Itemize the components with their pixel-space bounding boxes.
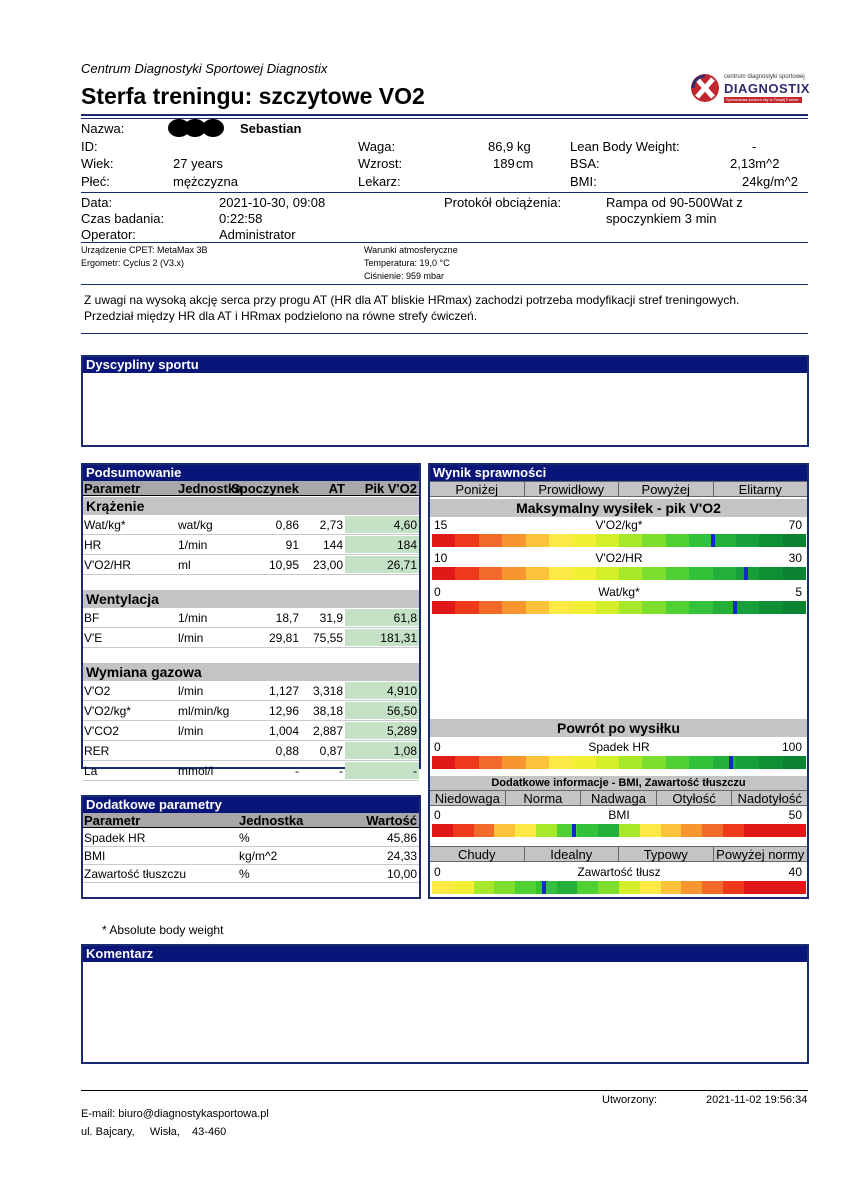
vo2kg-scale-min-label: 15: [434, 518, 448, 532]
cell-spoczynek: 12,96: [268, 704, 299, 718]
cell-parametr: BMI: [84, 849, 106, 863]
fat-scale-title-label: Zawartość tłusz: [577, 865, 661, 879]
cell-pik: 26,71: [386, 558, 417, 572]
divider: [81, 333, 808, 334]
table-row: [83, 865, 419, 883]
cell-parametr: La: [84, 764, 98, 778]
name-value: Sebastian: [240, 121, 302, 136]
cell-wartosc: 24,33: [386, 849, 417, 863]
atmosphere-title: Warunki atmosferyczne: [364, 245, 458, 255]
name-label: Nazwa:: [81, 121, 125, 136]
height-value: 189: [493, 156, 515, 171]
watkg-scale-min-label: 0: [434, 585, 441, 599]
disciplines-panel: [81, 355, 809, 447]
cell-parametr: RER: [84, 744, 110, 758]
col-jednostka: Jednostka: [178, 481, 243, 496]
duration-value: 0:22:58: [219, 211, 263, 226]
cell-pik: 1,08: [393, 744, 417, 758]
page-title: Sterfa treningu: szczytowe VO2: [81, 83, 425, 109]
comment-title: Komentarz: [83, 946, 807, 962]
cell-spoczynek: 10,95: [268, 558, 299, 572]
fat-scale-max-label: 40: [788, 865, 802, 879]
watkg-scale-title-label: Wat/kg*: [598, 585, 640, 599]
col-parametr: Parametr: [84, 813, 141, 828]
cell-jednostka: ml/min/kg: [178, 704, 230, 718]
col-pik: Pik V'O2: [364, 481, 417, 496]
table-row: [83, 515, 419, 535]
watkg-scale-color-bar: [432, 601, 806, 614]
category-label: Typowy: [619, 847, 714, 861]
summary-header-row: [83, 481, 419, 496]
logo-name: DIAGNOSTIX: [724, 81, 810, 96]
atmosphere-temperature: Temperatura: 19,0 °C: [364, 258, 450, 268]
fat-scale-color-bar: [432, 881, 806, 894]
bsa-label: BSA:: [570, 156, 600, 171]
duration-label: Czas badania:: [81, 211, 165, 226]
cell-parametr: V'O2/kg*: [84, 704, 131, 718]
cell-jednostka: 1/min: [178, 611, 208, 625]
cell-at: 2,73: [319, 518, 343, 532]
cell-at: 75,55: [312, 631, 343, 645]
logo-banner: Sprawdzasz poziom siły w Twojej Formie: [724, 97, 802, 103]
vo2hr-scale-color-bar: [432, 567, 806, 580]
fitness-categories: [430, 481, 807, 497]
footer-divider: [81, 1090, 808, 1091]
cell-at: 0,87: [319, 744, 343, 758]
cell-pik: 184: [396, 538, 417, 552]
note-line-2: Przedział między HR dla AT i HRmax podzielono na równe strefy ćwiczeń.: [84, 309, 478, 323]
cell-spoczynek: 0,86: [275, 518, 299, 532]
cell-spoczynek: 29,81: [268, 631, 299, 645]
vo2hr-scale-min-label: 10: [434, 551, 448, 565]
lbw-label: Lean Body Weight:: [570, 139, 680, 154]
col-at: AT: [328, 481, 345, 496]
cell-jednostka: l/min: [178, 684, 204, 698]
divider: [81, 192, 808, 193]
cell-pik: 61,8: [393, 611, 417, 625]
sex-value: mężczyzna: [173, 174, 239, 189]
redaction-mark: [168, 117, 238, 139]
logo: [690, 72, 810, 106]
section-header: Wymiana gazowa: [83, 663, 419, 681]
cell-spoczynek: 0,88: [275, 744, 299, 758]
cell-pik: 5,289: [386, 724, 417, 738]
cell-parametr: V'O2/HR: [84, 558, 131, 572]
comment-panel: [81, 944, 809, 1064]
table-row: [83, 701, 419, 721]
date-value: 2021-10-30, 09:08: [219, 195, 326, 210]
id-label: ID:: [81, 139, 98, 154]
operator-label: Operator:: [81, 227, 136, 242]
bmi-scale-marker: [572, 824, 576, 837]
cell-at: 23,00: [312, 558, 343, 572]
vo2kg-scale-title-label: V'O2/kg*: [595, 518, 643, 532]
category-label: Niedowaga: [430, 791, 506, 805]
cell-jednostka: wat/kg: [178, 518, 213, 532]
cell-jednostka: kg/m^2: [239, 849, 278, 863]
cell-jednostka: mmol/l: [178, 764, 214, 778]
recovery-title: Powrót po wysiłku: [430, 719, 807, 737]
cell-jednostka: ml: [178, 558, 191, 572]
fat-scale-min-label: 0: [434, 865, 441, 879]
bsa-value: 2,13m^2: [730, 156, 780, 171]
vo2hr-scale-marker: [744, 567, 748, 580]
created-label: Utworzony:: [602, 1094, 658, 1106]
category-label: Powyżej normy: [716, 847, 805, 862]
footnote: * Absolute body weight: [102, 923, 224, 937]
category-label: Idealny: [525, 847, 620, 861]
table-row: [83, 741, 419, 761]
cell-parametr: V'O2: [84, 684, 111, 698]
cell-parametr: Zawartość tłuszczu: [84, 867, 187, 881]
category-label: Nadwaga: [581, 791, 657, 805]
cell-at: 144: [322, 538, 343, 552]
bmi-scale-max-label: 50: [788, 808, 802, 822]
table-row: [83, 829, 419, 847]
cell-wartosc: 10,00: [386, 867, 417, 881]
fat-scale-marker: [542, 881, 546, 894]
age-value: 27 years: [173, 156, 223, 171]
table-row: [83, 761, 419, 781]
vo2kg-scale-color-bar: [432, 534, 806, 547]
recovery-scale-max-label: 100: [781, 740, 802, 754]
category-label: Otyłość: [657, 791, 733, 805]
cell-spoczynek: 1,127: [268, 684, 299, 698]
category-label: Powyżej: [619, 482, 714, 496]
category-label: Elitarny: [738, 482, 782, 497]
created-value: 2021-11-02 19:56:34: [706, 1094, 808, 1106]
logo-x-icon: [690, 72, 720, 104]
table-row: [83, 721, 419, 741]
peak-title: Maksymalny wysiłek - pik V'O2: [430, 499, 807, 517]
table-row: [83, 555, 419, 575]
date-label: Data:: [81, 195, 113, 210]
category-label: Chudy: [430, 847, 525, 861]
ergometer-info: Ergometr: Cyclus 2 (V3.x): [81, 258, 185, 268]
extra-title: Dodatkowe informacje - BMI, Zawartość tłuszczu: [430, 776, 807, 790]
watkg-scale-marker: [733, 601, 737, 614]
table-row: [83, 628, 419, 648]
weight-label: Waga:: [358, 139, 396, 154]
cell-spoczynek: -: [295, 764, 299, 778]
cell-at: 38,18: [312, 704, 343, 718]
category-label: Poniżej: [430, 482, 525, 496]
cell-parametr: Spadek HR: [84, 831, 146, 845]
cell-jednostka: %: [239, 867, 250, 881]
table-row: [83, 681, 419, 701]
summary-title: Podsumowanie: [83, 465, 419, 481]
divider: [81, 242, 808, 243]
recovery-scale-color-bar: [432, 756, 806, 769]
bmi-label: BMI:: [570, 174, 597, 189]
recovery-scale-title-label: Spadek HR: [588, 740, 650, 754]
cell-parametr: BF: [84, 611, 100, 625]
fitness-title: Wynik sprawności: [430, 465, 807, 481]
device-info: Urządzenie CPET: MetaMax 3B: [81, 245, 208, 255]
lbw-value: -: [752, 139, 757, 154]
section-header: Wentylacja: [83, 590, 419, 608]
col-spoczynek: Spoczynek: [231, 481, 299, 496]
footer-email: E-mail: biuro@diagnostykasportowa.pl: [81, 1108, 269, 1120]
cell-jednostka: l/min: [178, 724, 204, 738]
vo2hr-scale-max-label: 30: [788, 551, 802, 565]
operator-value: Administrator: [219, 227, 296, 242]
protocol-value-line2: spoczynkiem 3 min: [606, 211, 717, 226]
cell-pik: 4,60: [393, 518, 417, 532]
logo-tagline: centrum diagnostyki sportowej: [724, 74, 805, 80]
vo2kg-scale-max-label: 70: [788, 518, 802, 532]
cell-parametr: Wat/kg*: [84, 518, 126, 532]
cell-pik: 181,31: [380, 631, 417, 645]
recovery-scale-min-label: 0: [434, 740, 441, 754]
cell-parametr: V'E: [84, 631, 103, 645]
cell-parametr: HR: [84, 538, 102, 552]
cell-pik: -: [413, 764, 417, 778]
divider: [81, 284, 808, 285]
table-row: [83, 608, 419, 628]
sex-label: Płeć:: [81, 174, 110, 189]
fat-categories: [430, 846, 807, 862]
table-row: [83, 535, 419, 555]
table-row: [83, 847, 419, 865]
bmi-scale-title-label: BMI: [608, 808, 630, 822]
doctor-label: Lekarz:: [358, 174, 401, 189]
cell-at: -: [339, 764, 343, 778]
height-label: Wzrost:: [358, 156, 403, 171]
bmi-scale-color-bar: [432, 824, 806, 837]
cell-pik: 4,910: [386, 684, 417, 698]
weight-unit: kg: [517, 139, 531, 154]
cell-pik: 56,50: [386, 704, 417, 718]
cell-at: 3,318: [312, 684, 343, 698]
footer-address: ul. Bajcary, Wisła, 43-460: [81, 1126, 227, 1138]
organization-name: Centrum Diagnostyki Sportowej Diagnostix: [81, 61, 328, 76]
section-header: Krążenie: [83, 497, 419, 515]
bmi-value: 24kg/m^2: [742, 174, 798, 189]
atmosphere-pressure: Ciśnienie: 959 mbar: [364, 271, 445, 281]
vo2hr-scale-title-label: V'O2/HR: [595, 551, 643, 565]
cell-parametr: V'CO2: [84, 724, 119, 738]
category-label: Norma: [506, 791, 582, 805]
bmi-scale-min-label: 0: [434, 808, 441, 822]
cell-at: 2,887: [312, 724, 343, 738]
col-parametr: Parametr: [84, 481, 141, 496]
protocol-label: Protokół obciążenia:: [444, 195, 562, 210]
cell-wartosc: 45,86: [386, 831, 417, 845]
cell-spoczynek: 1,004: [268, 724, 299, 738]
category-label: Nadotyłość: [737, 791, 802, 806]
cell-spoczynek: 18,7: [275, 611, 299, 625]
weight-value: 86,9: [488, 139, 514, 154]
protocol-value-line1: Rampa od 90-500Wat z: [606, 195, 743, 210]
height-unit: cm: [516, 156, 534, 171]
cell-jednostka: l/min: [178, 631, 204, 645]
age-label: Wiek:: [81, 156, 114, 171]
note-line-1: Z uwagi na wysoką akcję serca przy progu AT (HR dla AT bliskie HRmax) zachodzi potrzeba modyfikacji stref treningowych.: [84, 293, 740, 307]
header-divider: [81, 114, 808, 116]
col-jednostka: Jednostka: [239, 813, 304, 828]
col-wartosc: Wartość: [366, 813, 417, 828]
vo2kg-scale-marker: [711, 534, 715, 547]
extra-params-header-row: [83, 813, 419, 828]
bmi-categories: [430, 790, 807, 806]
cell-jednostka: %: [239, 831, 250, 845]
cell-spoczynek: 91: [285, 538, 299, 552]
disciplines-title: Dyscypliny sportu: [83, 357, 807, 373]
cell-at: 31,9: [319, 611, 343, 625]
extra-params-title: Dodatkowe parametry: [83, 797, 419, 813]
cell-jednostka: 1/min: [178, 538, 208, 552]
watkg-scale-max-label: 5: [795, 585, 802, 599]
recovery-scale-marker: [729, 756, 733, 769]
category-label: Prowidłowy: [525, 482, 620, 496]
